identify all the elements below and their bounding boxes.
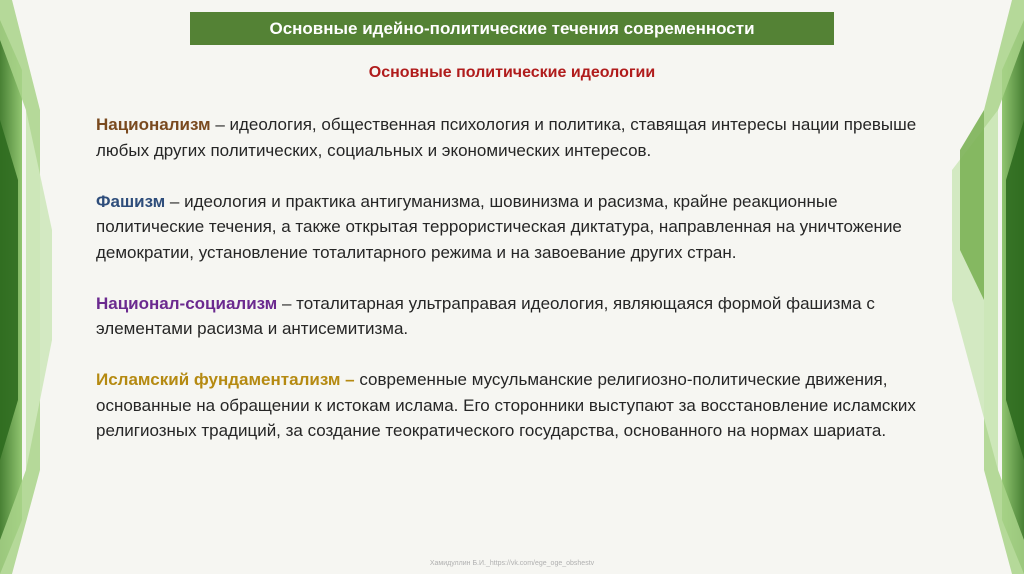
definition-nationalism: [96, 112, 926, 163]
definition-text: современные мусульманские религиозно-политические движения, основанные на обращении к истокам ислама. Его сторонники выступают за восстановление исламских религиозных традиций, за создание теократического государства, основанного на нормах шариата.: [96, 370, 916, 440]
definition-national-socialism: [96, 291, 926, 342]
term-nationalism: Национализм: [96, 115, 211, 134]
term-islamic-fundamentalism: Исламский фундаментализм –: [96, 370, 355, 389]
definition-islamic-fundamentalism: [96, 367, 926, 444]
slide-title-bar: [190, 12, 834, 45]
term-fascism: Фашизм: [96, 191, 166, 211]
definitions-list: [96, 112, 926, 469]
definition-fascism: [96, 189, 926, 266]
term-national-socialism: Национал-социализм: [96, 293, 278, 313]
slide-title: Основные идейно-политические течения современности: [269, 19, 755, 38]
definition-text: – тоталитарная ультраправая идеология, являющаяся формой фашизма с элементами расизма и антисемитизма.: [96, 293, 875, 338]
definition-text: – идеология и практика антигуманизма, шовинизма и расизма, крайне реакционные политические течения, а также открытая террористическая диктатура, направленная на уничтожение демократии, установление тоталитарного режима и на завоевание других стран.: [96, 191, 902, 262]
slide-subtitle: Основные политические идеологии: [368, 64, 656, 81]
definition-text: – идеология, общественная психология и политика, ставящая интересы нации превыше любых других политических, социальных и экономических интересов.: [96, 115, 917, 160]
footer-credit: Хамидуллин Б.И._https://vk.com/ege_oge_obshestv: [429, 560, 595, 567]
